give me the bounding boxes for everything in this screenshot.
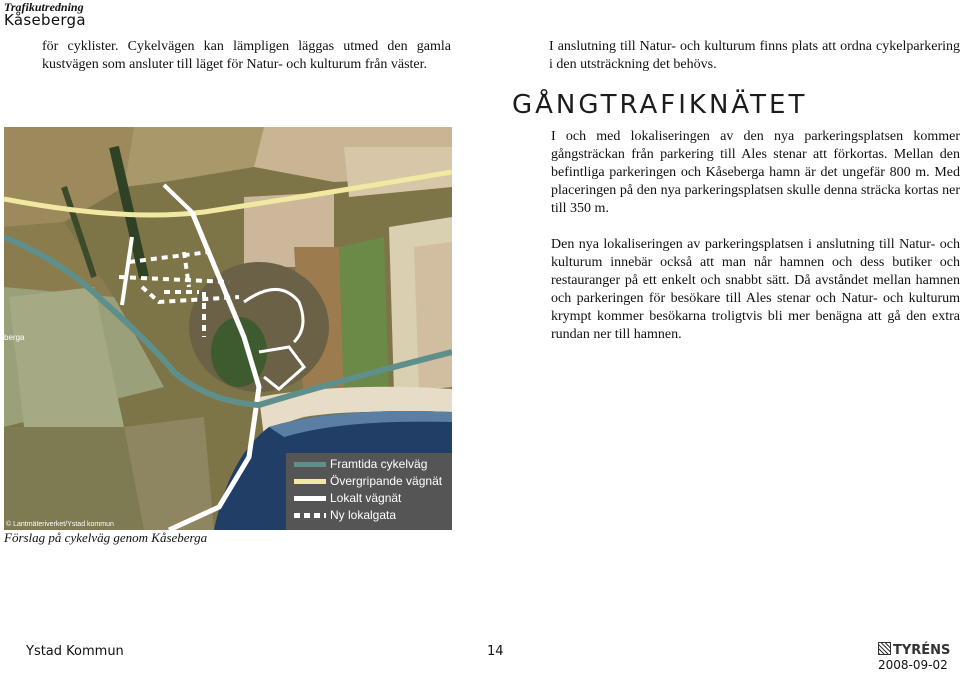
document-place-title: Kåseberga (4, 11, 86, 29)
document-date: 2008-09-02 (878, 658, 948, 672)
map-caption: Förslag på cykelväg genom Kåseberga (4, 530, 208, 545)
legend-label: Framtida cykelväg (330, 457, 428, 471)
legend-item-overall-road-network (290, 473, 450, 490)
page-number: 14 (487, 644, 504, 659)
section-heading: GÅNGTRAFIKNÄTET (512, 90, 808, 120)
logo-text: TYRÉNS (893, 643, 951, 658)
left-body-paragraph: för cyklister. Cykelvägen kan lämpligen läggas utmed den gamla kustvägen som ansluter till läget för Natur- och kulturum från väster. (42, 39, 451, 72)
legend-swatch-future-cycle-path (294, 462, 326, 467)
right-body-paragraph-1: I och med lokaliseringen av den nya parkeringsplatsen kommer gångsträckan från parkering till Ales stenar att förkortas. Mellan den befintliga parkeringen och Kåseberga hamn är det ungefär 800 m. Med placeringen på den nya parkeringsplatsen skulle denna sträcka kortas ner till 350 m. (551, 129, 960, 216)
legend-swatch-overall-road-network (294, 479, 326, 484)
legend-item-future-cycle-path (290, 456, 450, 473)
footer-municipality: Ystad Kommun (26, 644, 124, 659)
aerial-map (4, 127, 452, 530)
map-side-label: berga (4, 333, 25, 342)
company-logo (878, 642, 950, 658)
logo-mark-icon (878, 642, 891, 655)
right-body-paragraph-2: Den nya lokaliseringen av parkeringsplatsen i anslutning till Natur- och kulturum innebär också att man når hamnen och dess butiker och restauranger på ett enkelt och snabbt sätt. Då avståndet mellan hamnen och parkeringen för besökare till Ales stenar och Natur- och kulturum krympt kommer besökarna troligtvis bli mer benägna att gå den extra rundan ner till hamnen. (551, 237, 960, 342)
legend-label: Övergripande vägnät (330, 474, 443, 488)
right-intro-paragraph: I anslutning till Natur- och kulturum finns plats att ordna cykelparkering i den utsträckning det behövs. (549, 39, 960, 72)
legend-item-new-local-street (290, 507, 450, 524)
legend-label: Lokalt vägnät (330, 491, 402, 505)
legend-item-local-road-network (290, 490, 450, 507)
map-legend (286, 453, 452, 530)
map-copyright: © Lantmäteriverket/Ystad kommun (6, 521, 114, 528)
legend-swatch-new-local-street (294, 513, 326, 518)
document-series-title: Trafikutredning (4, 0, 84, 14)
legend-label: Ny lokalgata (330, 508, 397, 522)
legend-swatch-local-road-network (294, 496, 326, 501)
